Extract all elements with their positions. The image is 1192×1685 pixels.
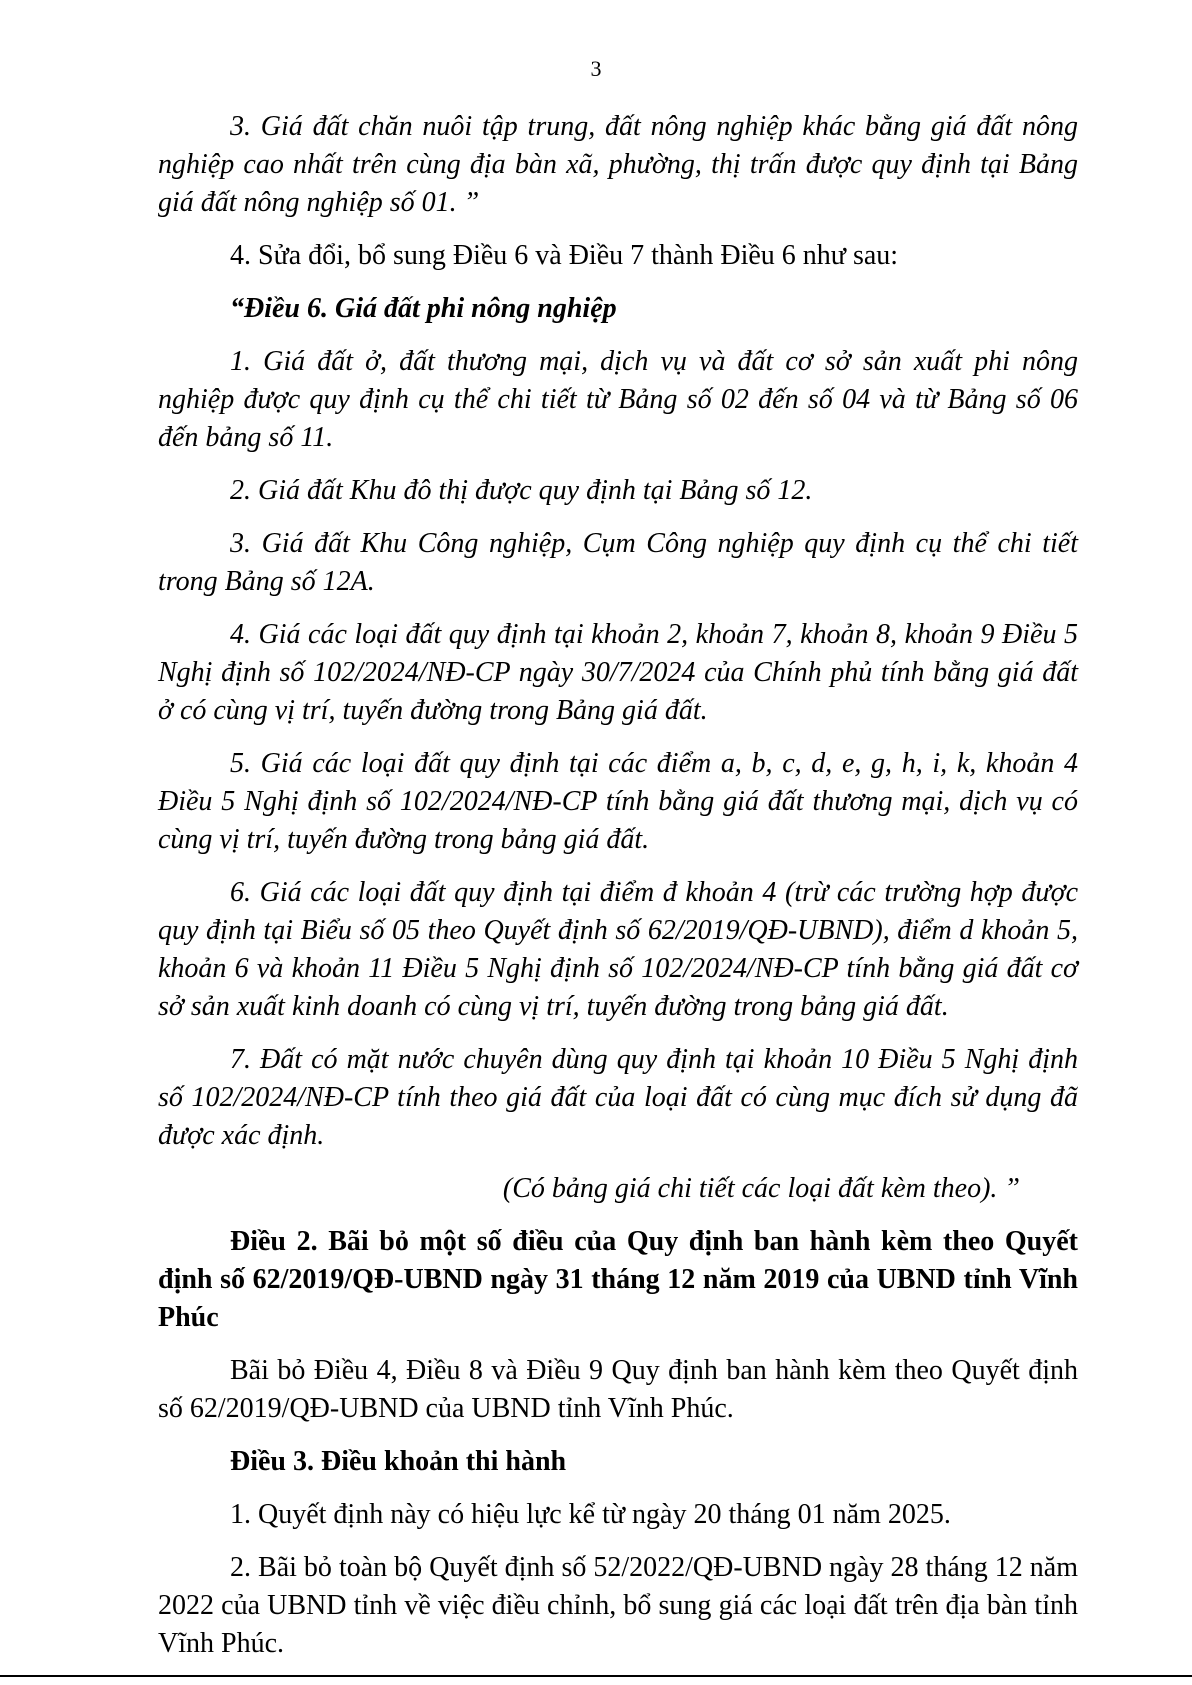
amendment-4-intro: 4. Sửa đổi, bổ sung Điều 6 và Điều 7 thành Điều 6 như sau: bbox=[230, 240, 899, 271]
article-3-heading: Điều 3. Điều khoản thi hành bbox=[230, 1446, 567, 1477]
article-6-clause-6: 6. Giá các loại đất quy định tại điểm đ khoản 4 (trừ các trường hợp được quy định tại Biểu số 05 theo Quyết định số 62/2019/QĐ-UBND), điểm d khoản 5, khoản 6 và khoản 11 Điều 5 Nghị định số 102/2024/NĐ-CP tính bằng giá đất cơ sở sản xuất kinh doanh có cùng vị trí, tuyến đường trong bảng giá đất. bbox=[158, 877, 1078, 1022]
article-6-clause-5: 5. Giá các loại đất quy định tại các điểm a, b, c, d, e, g, h, i, k, khoản 4 Điều 5 Nghị định số 102/2024/NĐ-CP tính bằng giá đất thương mại, dịch vụ có cùng vị trí, tuyến đường trong bảng giá đất. bbox=[158, 748, 1078, 855]
page-number: 3 bbox=[590, 56, 602, 81]
article-6-clause-1: 1. Giá đất ở, đất thương mại, dịch vụ và đất cơ sở sản xuất phi nông nghiệp được quy định cụ thể chi tiết từ Bảng số 02 đến số 04 và từ Bảng số 06 đến bảng số 11. bbox=[158, 346, 1078, 453]
article-3-clause-2: 2. Bãi bỏ toàn bộ Quyết định số 52/2022/QĐ-UBND ngày 28 tháng 12 năm 2022 của UBND tỉnh về việc điều chỉnh, bổ sung giá các loại đất trên địa bàn tỉnh Vĩnh Phúc. bbox=[158, 1552, 1078, 1659]
article-6-clause-4: 4. Giá các loại đất quy định tại khoản 2, khoản 7, khoản 8, khoản 9 Điều 5 Nghị định số 102/2024/NĐ-CP ngày 30/7/2024 của Chính phủ tính bằng giá đất ở có cùng vị trí, tuyến đường trong Bảng giá đất. bbox=[158, 619, 1078, 726]
clause-3-livestock-land: 3. Giá đất chăn nuôi tập trung, đất nông nghiệp khác bằng giá đất nông nghiệp cao nhất trên cùng địa bàn xã, phường, thị trấn được quy định tại Bảng giá đất nông nghiệp số 01. ” bbox=[158, 111, 1078, 218]
article-6-clause-3: 3. Giá đất Khu Công nghiệp, Cụm Công nghiệp quy định cụ thể chi tiết trong Bảng số 12A. bbox=[158, 528, 1078, 597]
article-2-body: Bãi bỏ Điều 4, Điều 8 và Điều 9 Quy định ban hành kèm theo Quyết định số 62/2019/QĐ-UBND của UBND tỉnh Vĩnh Phúc. bbox=[158, 1355, 1078, 1424]
document-body bbox=[158, 108, 1078, 1678]
article-3-clause-1: 1. Quyết định này có hiệu lực kể từ ngày 20 tháng 01 năm 2025. bbox=[230, 1499, 951, 1530]
article-6-clause-7: 7. Đất có mặt nước chuyên dùng quy định tại khoản 10 Điều 5 Nghị định số 102/2024/NĐ-CP tính theo giá đất của loại đất có cùng mục đích sử dụng đã được xác định. bbox=[158, 1044, 1078, 1151]
article-2-heading: Điều 2. Bãi bỏ một số điều của Quy định ban hành kèm theo Quyết định số 62/2019/QĐ-UBND ngày 31 tháng 12 năm 2019 của UBND tỉnh Vĩnh Phúc bbox=[158, 1226, 1078, 1333]
page-bottom-rule bbox=[0, 1675, 1192, 1677]
attached-table-note: (Có bảng giá chi tiết các loại đất kèm theo). ” bbox=[502, 1173, 1020, 1204]
article-6-clause-2: 2. Giá đất Khu đô thị được quy định tại Bảng số 12. bbox=[230, 475, 813, 506]
article-6-heading: “Điều 6. Giá đất phi nông nghiệp bbox=[230, 293, 617, 324]
